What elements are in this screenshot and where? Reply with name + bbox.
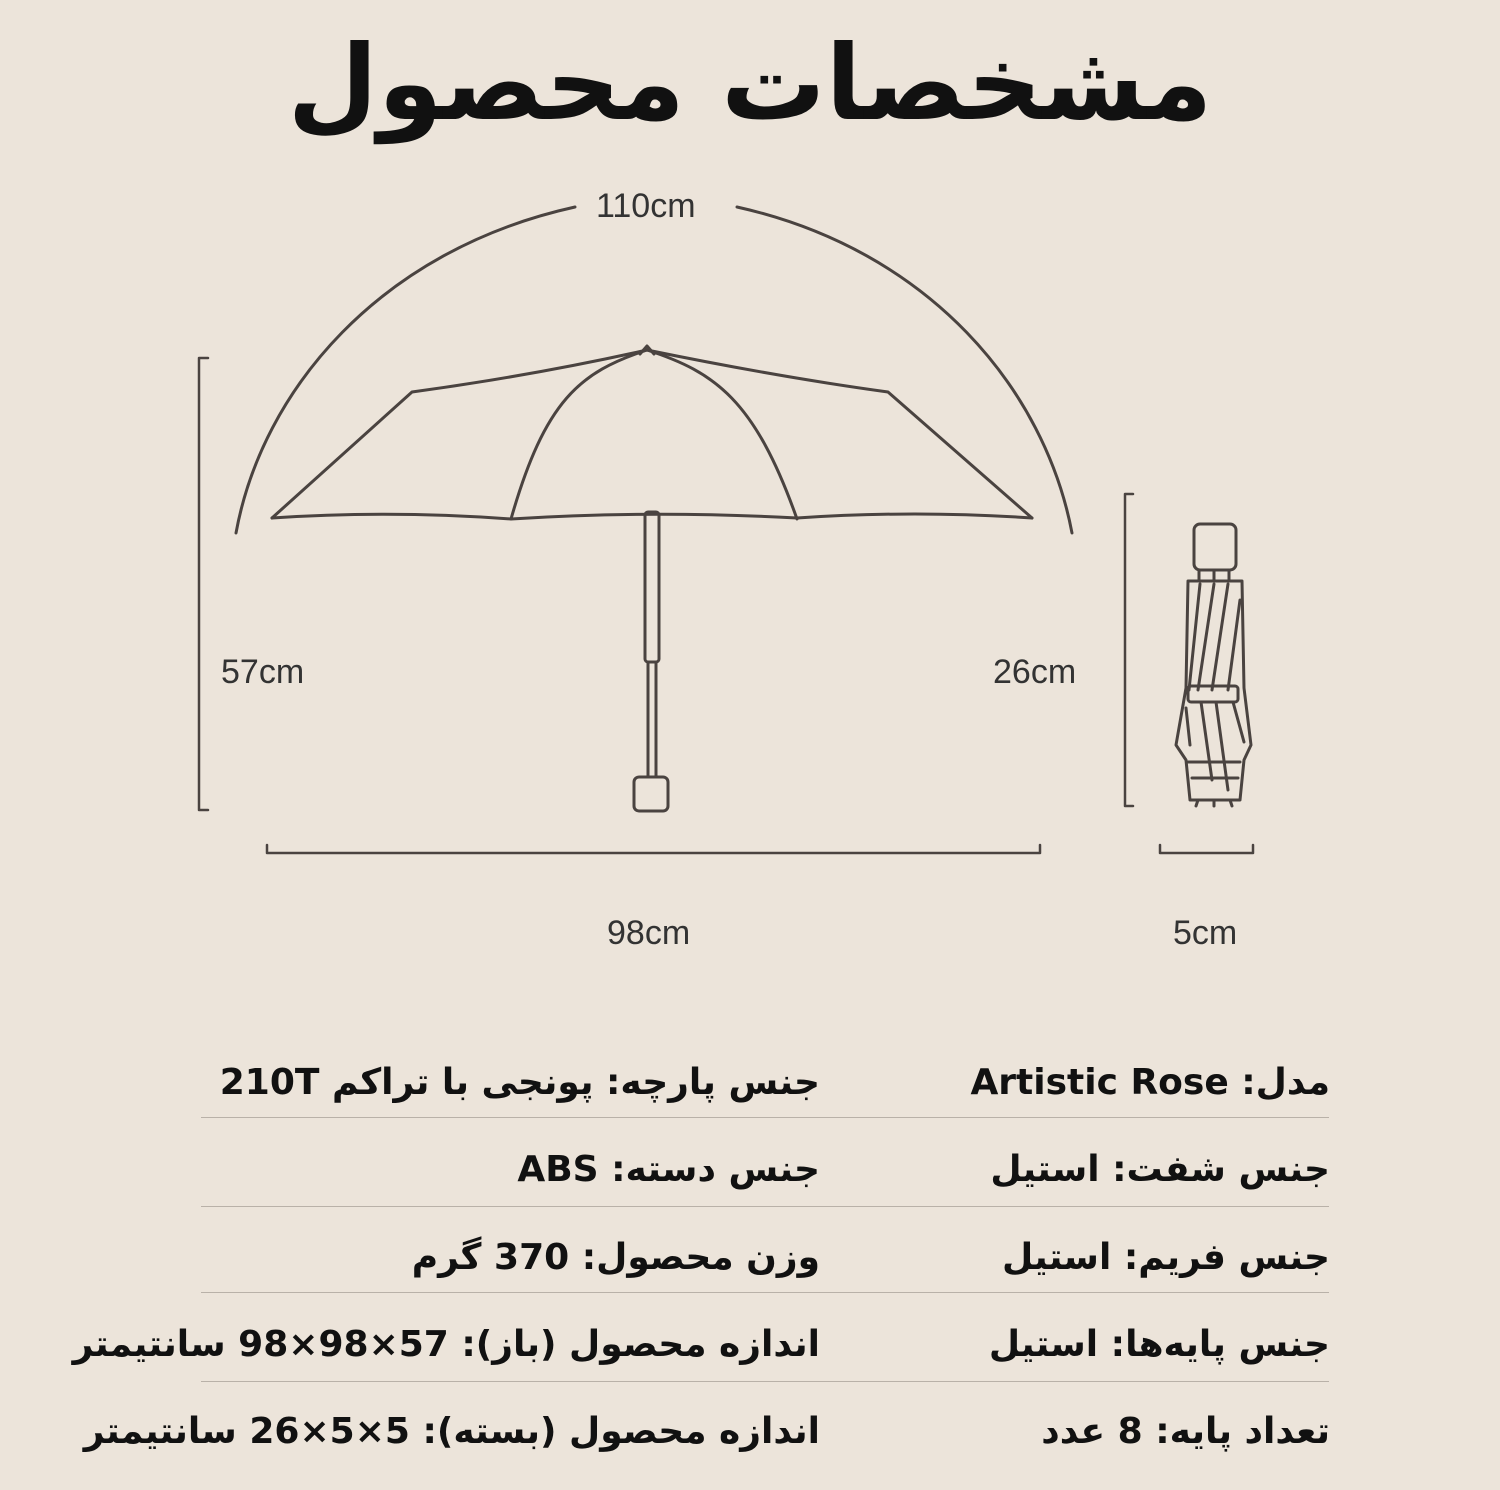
spec-model: مدل: Artistic Rose (970, 1062, 1330, 1103)
spec-rib-count: تعداد پایه: 8 عدد (1041, 1411, 1330, 1452)
circumference-arc-left (236, 207, 575, 533)
lower-shaft (648, 662, 656, 777)
open-height-bracket (199, 358, 208, 810)
canopy-rib-left (511, 350, 647, 519)
spec-handle-material: جنس دسته: ABS (517, 1149, 820, 1190)
closed-width-label: 5cm (1173, 914, 1238, 952)
closed-height-bracket (1125, 494, 1133, 806)
spec-weight: وزن محصول: 370 گرم (411, 1237, 820, 1278)
open-width-bracket (267, 845, 1040, 853)
closed-handle (1194, 524, 1236, 570)
spec-shaft-material: جنس شفت: استیل (990, 1149, 1330, 1190)
closed-height-label: 26cm (993, 653, 1077, 691)
circumference-label: 110cm (596, 187, 696, 225)
row-divider (201, 1206, 1329, 1207)
circumference-arc-right (737, 207, 1072, 533)
row-divider (201, 1292, 1329, 1293)
spec-frame-material: جنس فریم: استیل (1002, 1237, 1330, 1278)
closed-width-bracket (1160, 845, 1253, 853)
row-divider (201, 1117, 1329, 1118)
row-divider (201, 1381, 1329, 1382)
open-width-label: 98cm (607, 914, 691, 952)
upper-shaft (645, 512, 659, 662)
handle (634, 777, 668, 811)
open-height-label: 57cm (221, 653, 305, 691)
spec-closed-size: اندازه محصول (بسته): 5×5×26 سانتیمتر (83, 1411, 820, 1452)
spec-fabric: جنس پارچه: پونجی با تراکم 210T (219, 1062, 820, 1103)
canopy-hem (272, 514, 1032, 519)
closed-handle-tabs (1199, 570, 1229, 581)
canopy-outline (272, 350, 1032, 518)
spec-ribs-material: جنس پایه‌ها: استیل (988, 1324, 1330, 1365)
spec-open-size: اندازه محصول (باز): 57×98×98 سانتیمتر (72, 1324, 820, 1365)
page-title: مشخصات محصول (287, 22, 1213, 144)
